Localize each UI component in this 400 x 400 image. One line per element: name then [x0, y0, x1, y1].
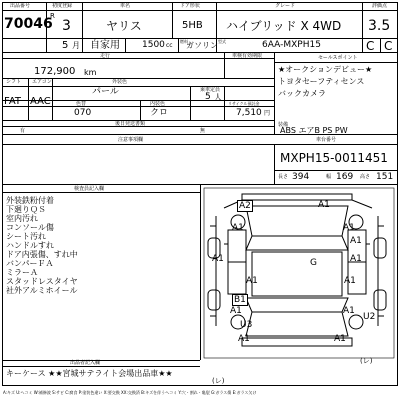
damage-mark: U3: [240, 320, 253, 330]
ext-color-label: 外装色: [112, 79, 128, 85]
inspector-item: ハンドルすれ: [6, 241, 54, 250]
shift-label: シフト: [6, 79, 22, 85]
mark-b: 無: [200, 128, 206, 134]
int-color-label: 内装色: [150, 101, 166, 107]
inspector-item: 社外アルミホイール: [6, 286, 78, 295]
shift: FAT: [4, 96, 22, 107]
fuel-label: 燃料: [180, 39, 188, 44]
sales-point-item: ★オークションデビュー★: [278, 65, 373, 74]
car-diagram: [202, 186, 396, 360]
damage-mark: A1: [334, 334, 346, 344]
use-type: 自家用: [90, 40, 120, 51]
grade-label: グレード: [275, 3, 296, 9]
seats: 5: [205, 92, 211, 102]
inspector-item: スタッドレスタイヤ: [6, 277, 78, 286]
lot-number: 70046: [4, 16, 53, 32]
damage-mark: A1: [212, 254, 224, 264]
lot-label: 出品番号: [10, 3, 31, 9]
diagram-marker: (レ): [360, 357, 373, 365]
mark-r: 有: [20, 128, 26, 134]
damage-mark: A1: [238, 334, 250, 344]
footer-legend: A:キズ U:ヘコミ W:補修波 S:サビ C:腐食 P:塗装色違い X:要交換 XX:交換済 B:キズを伴うヘコミ Y:穴・割れ・亀裂 G:ガラス傷 E:ガラス欠け: [3, 390, 257, 395]
damage-mark: A1: [350, 254, 362, 264]
inspection-label: 車検有効期限: [232, 53, 263, 59]
ac: AAC: [30, 96, 51, 107]
fuel: ガソリン: [186, 41, 218, 50]
ac-label: エアコン: [32, 79, 52, 85]
inspector-item: 外装鉄粉付着: [6, 196, 54, 205]
recycle-label: リサイクル預託金: [228, 101, 260, 106]
int-color: クロ: [150, 108, 169, 118]
reg-year: 3: [62, 18, 71, 34]
yen-unit: 円: [264, 110, 271, 117]
damage-mark: A1: [343, 223, 355, 233]
cc-unit: cc: [166, 42, 173, 49]
inspector-item: コンソール傷: [6, 223, 54, 232]
color-no: 070: [74, 108, 92, 118]
seller-notes-title: 出品者記入欄: [70, 360, 101, 366]
history-label: 後日発送書類: [115, 121, 146, 127]
width: 169: [336, 172, 354, 182]
reg-era: R: [50, 12, 55, 20]
mileage: 172,900: [34, 66, 76, 77]
reg-month-unit: 月: [72, 41, 80, 50]
name-label: 車名: [120, 3, 131, 9]
sales-point-list: [278, 65, 372, 98]
inspector-list: [6, 196, 78, 295]
score: 3.5: [368, 18, 391, 34]
diagram-marker: (レ): [212, 377, 225, 385]
height-label: 高さ: [360, 174, 371, 180]
model-label: 型式: [218, 39, 226, 44]
damage-mark: A1: [230, 306, 242, 316]
damage-mark: A1: [343, 306, 355, 316]
grade: ハイブリッド X 4WD: [226, 19, 342, 33]
damage-mark: A1: [246, 276, 258, 286]
damage-mark: A1: [318, 200, 330, 210]
interior-score: C: [366, 39, 375, 53]
seats-label: 乗車定員: [200, 87, 221, 93]
door-label: ドア形状: [180, 3, 200, 9]
equipment-label: 装備: [278, 122, 289, 128]
inspector-title: 検査員記入欄: [74, 186, 105, 192]
reg-label: 初度登録: [52, 3, 73, 9]
chassis-number: MXPH15-0011451: [280, 151, 388, 165]
exterior-score: C: [384, 39, 393, 53]
inspector-item: ミラーＡ: [6, 268, 38, 277]
inspector-item: ドア内張傷、すれ中: [6, 250, 78, 259]
recycle: 7,510: [236, 108, 262, 118]
seats-unit: 人: [214, 93, 222, 102]
car-name: ヤリス: [106, 19, 142, 33]
damage-mark: G: [310, 258, 317, 268]
chassis-label: 車台番号: [316, 137, 337, 143]
door-type: 5HB: [182, 20, 203, 31]
color-no-label: 色替: [76, 101, 87, 107]
damage-mark: A1: [350, 236, 362, 246]
km-unit: km: [84, 68, 97, 77]
score-label: 評価点: [372, 3, 388, 9]
inspector-item: 室内汚れ: [6, 214, 38, 223]
seller-notes: キーケース ★★宮城サテライト会場出品車★★: [6, 369, 173, 378]
height: 151: [376, 172, 394, 182]
reg-month: 5: [62, 40, 69, 51]
width-label: 幅: [326, 174, 332, 180]
mileage-label: 走行: [100, 53, 111, 59]
ext-color: パール: [92, 87, 119, 97]
notes-title: 注意事項欄: [118, 137, 144, 143]
displacement: 1500: [142, 40, 165, 50]
equipment: ABS エアB PS PW: [280, 126, 348, 135]
sales-point-item: トヨタセーフティセンス: [278, 77, 365, 86]
sales-point-title: セールスポイント: [318, 55, 358, 61]
length: 394: [292, 172, 310, 182]
damage-mark: A1: [344, 276, 356, 286]
damage-mark: A2: [239, 201, 251, 211]
damage-mark: U2: [363, 312, 376, 322]
length-label: 長さ: [278, 174, 289, 180]
inspector-item: シート汚れ: [6, 232, 46, 241]
inspector-item: 下廻りＱＳ: [6, 205, 46, 214]
damage-mark: B1: [234, 295, 246, 305]
damage-mark: A1: [232, 223, 244, 233]
inspector-item: バンパーＦＡ: [6, 259, 54, 268]
sales-point-item: バックカメラ: [278, 89, 326, 98]
model: 6AA-MXPH15: [262, 40, 321, 50]
